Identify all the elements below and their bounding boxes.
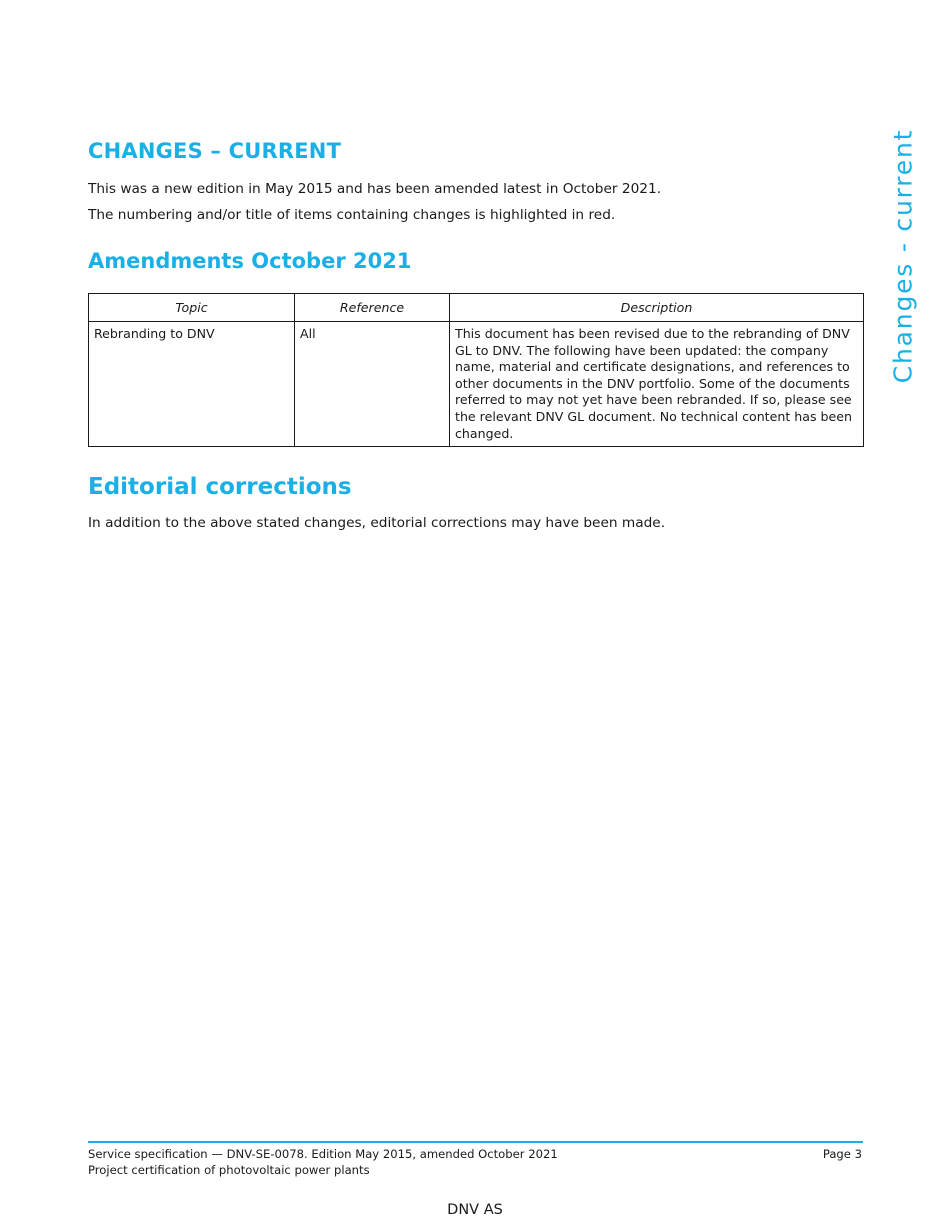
footer-document-reference: Service specification — DNV-SE-0078. Edition May 2015, amended October 2021 [88,1147,558,1161]
amendments-table [88,293,864,447]
changes-current-heading: CHANGES – CURRENT [88,139,342,163]
table-header-row [89,294,864,322]
reference-cell: All [295,322,450,447]
editorial-corrections-heading: Editorial corrections [88,474,352,500]
column-header-topic: Topic [89,294,295,322]
publisher-name: DNV AS [447,1202,503,1218]
footer-document-title: Project certification of photovoltaic power plants [88,1163,370,1177]
editorial-corrections-text: In addition to the above stated changes, editorial corrections may have been made. [88,515,666,531]
amendments-heading: Amendments October 2021 [88,249,412,273]
table-row [89,322,864,447]
highlight-note: The numbering and/or title of items containing changes is highlighted in red. [88,207,616,223]
page-number: Page 3 [822,1147,862,1161]
topic-cell: Rebranding to DNV [89,322,295,447]
description-cell: This document has been revised due to the rebranding of DNV GL to DNV. The following have been updated: the company name, material and certificate designations, and references to other documents in the DNV portfolio. Some of the documents referred to may not yet have been rebranded. If so, please see the relevant DNV GL document. No technical content has been changed. [450,322,864,447]
column-header-reference: Reference [295,294,450,322]
section-side-tab: Changes - current [888,128,918,384]
edition-note: This was a new edition in May 2015 and has been amended latest in October 2021. [88,181,662,197]
footer-divider [88,1141,863,1143]
column-header-description: Description [450,294,864,322]
